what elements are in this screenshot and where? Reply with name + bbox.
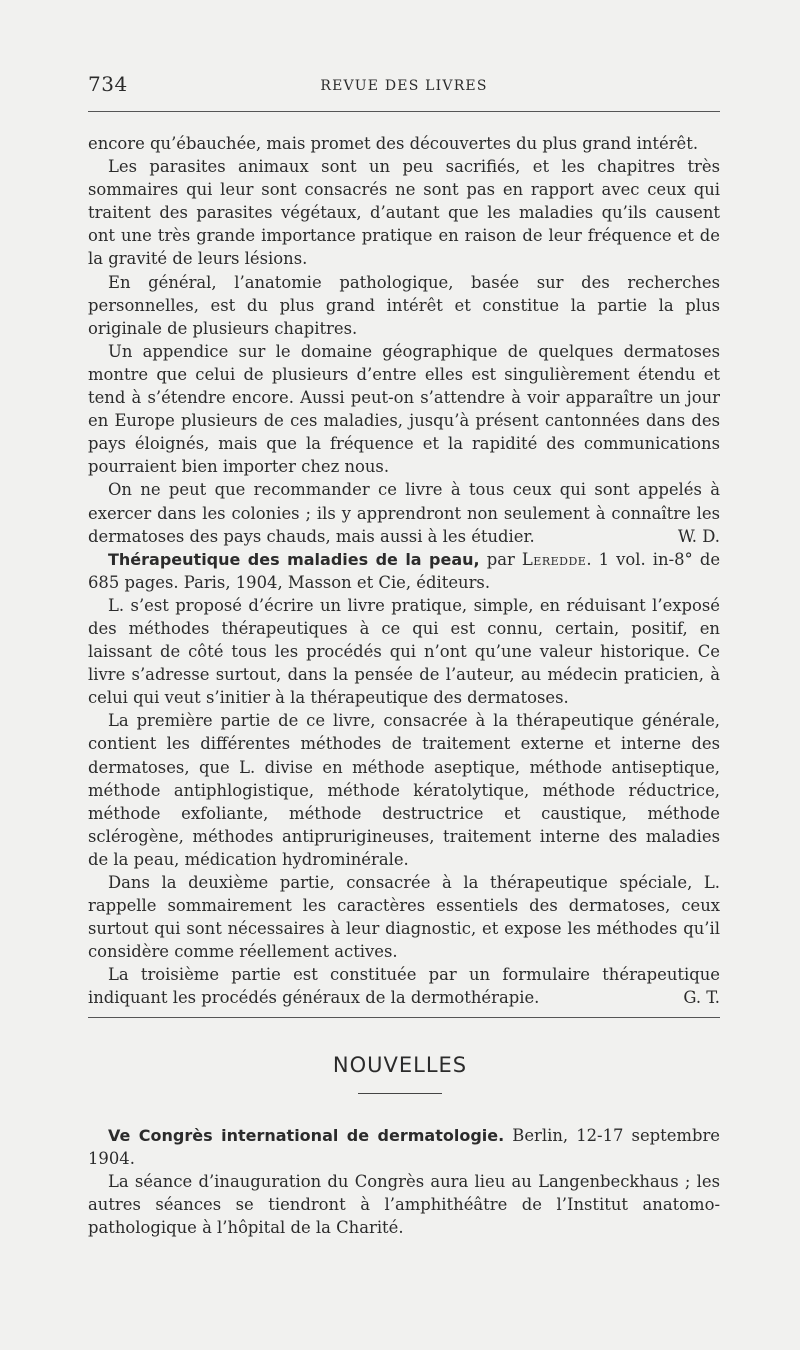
review2-paragraph: L. s’est proposé d’écrire un livre pratique, simple, en réduisant l’exposé des méthodes thérapeutiques à ce qui est connu, certain, positif, en laissant de côté tous les procédés qui n’ont qu’une valeur historique. Ce livre s’adresse surtout, dans la pensée de l’auteur, au médecin praticien, à celui qui veut s’initier à la thérapeutique des dermatoses. <box>88 595 720 708</box>
review2-by: par <box>486 549 515 569</box>
review2-paragraph: La première partie de ce livre, consacrée à la thérapeutique générale, contient les différentes méthodes de traitement externe et interne des dermatoses, que L. divise en méthode aseptique, méthode antiseptique, méthode antiphlogistique, méthode kératolytique, méthode réductrice, méthode exfoliante, méthode destructrice et caustique, méthode sclérogène, méthodes antiprurigineuses, traitement interne des maladies de la peau, médication hydrominérale. <box>88 711 720 869</box>
review2-last-text: La troisième partie est constituée par un formulaire thérapeutique indiquant les procédés généraux de la dermothérapie. <box>88 965 720 1008</box>
review1-paragraph: En général, l’anatomie pathologique, basée sur des recherches personnelles, est du plus grand intérêt et constitue la partie la plus originale de plusieurs chapitres. <box>88 272 720 338</box>
review-body <box>88 132 720 1010</box>
review2-paragraph <box>88 963 720 1009</box>
running-title: REVUE DES LIVRES <box>320 78 488 94</box>
review2-paragraph: Dans la deuxième partie, consacrée à la thérapeutique spéciale, L. rappelle sommairement les caractères essentiels des dermatoses, ceux surtout qui sont nécessaires à leur diagnostic, et expose les méthodes qu’il considère comme réellement actives. <box>88 873 720 962</box>
section-divider <box>88 1017 720 1018</box>
review2-heading <box>88 548 720 594</box>
review2-details: . 1 vol. in-8° de 685 pages. Paris, 1904, Masson et Cie, éditeurs. <box>88 549 721 592</box>
review1-paragraph: encore qu’ébauchée, mais promet des découvertes du plus grand intérêt. <box>88 134 699 153</box>
news-body <box>88 1124 720 1239</box>
review1-signature: W. D. <box>677 526 720 546</box>
header-rule <box>88 111 720 112</box>
review2-signature: G. T. <box>683 988 720 1008</box>
review1-last-text: On ne peut que recommander ce livre à tous ceux qui sont appelés à exercer dans les colonies ; ils y apprendront non seulement à connaître les dermatoses des pays chauds, mais aussi à les étudier. <box>88 480 720 546</box>
review1-paragraph <box>88 478 720 547</box>
review2-title: Thérapeutique des maladies de la peau, <box>108 549 480 569</box>
section-title: NOUVELLES <box>332 1053 468 1077</box>
review2-author: Leredde <box>521 549 587 569</box>
news-item-details: Berlin, 12-17 septembre 1904. <box>88 1126 720 1169</box>
page-header <box>88 72 720 96</box>
section-title-underline <box>358 1093 442 1094</box>
review1-paragraph: Un appendice sur le domaine géographique de quelques dermatoses montre que celui de plusieurs d’entre elles est singulièrement étendu et tend à s’étendre encore. Aussi peut-on s’attendre à voir apparaître un jour en Europe plusieurs de ces maladies, jusqu’à présent cantonnées dans des pays éloignés, mais que la fréquence et la rapidité des communications pourraient bien importer chez nous. <box>88 341 720 477</box>
review1-paragraph: Les parasites animaux sont un peu sacrifiés, et les chapitres très sommaires qui leur sont consacrés ne sont pas en rapport avec ceux qui traitent des parasites végétaux, d’autant que les maladies qu’ils causent ont une très grande importance pratique en raison de leur fréquence et de la gravité de leurs lésions. <box>88 157 720 269</box>
news-paragraph: La séance d’inauguration du Congrès aura lieu au Langenbeckhaus ; les autres séances se tiendront à l’amphithéâtre de l’Institut anatomo-pathologique à l’hôpital de la Charité. <box>88 1172 720 1238</box>
news-item-title: Ve Congrès international de dermatologie. <box>108 1126 505 1145</box>
news-item-heading <box>88 1124 720 1170</box>
page-number: 734 <box>88 72 128 96</box>
